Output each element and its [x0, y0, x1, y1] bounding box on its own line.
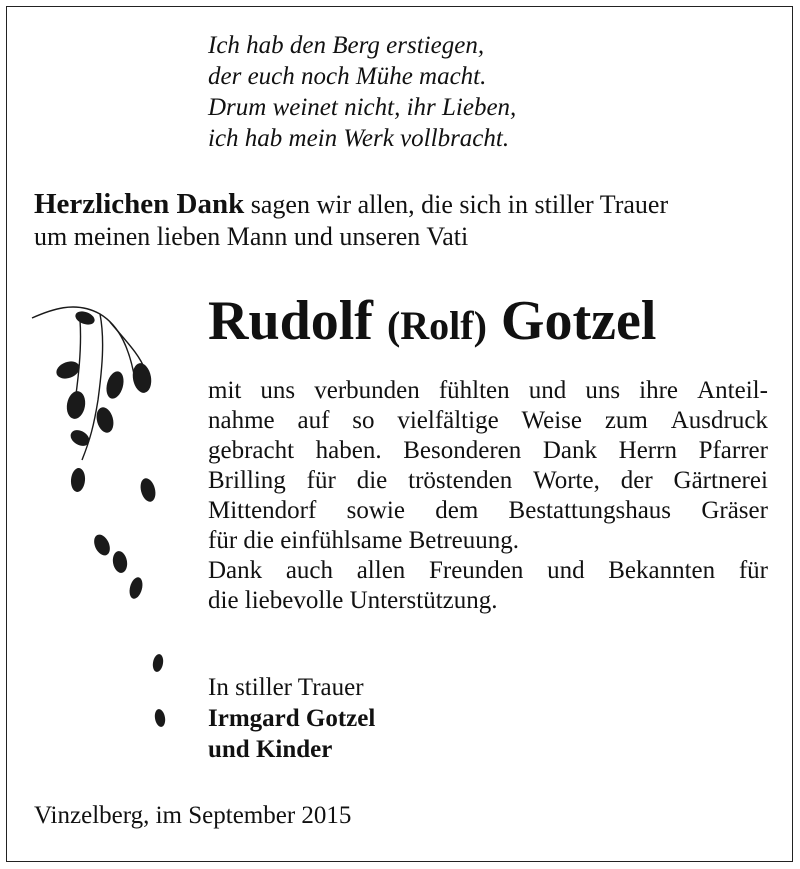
poem-line: Drum weinet nicht, ihr Lieben, — [208, 94, 517, 121]
body-line: Dank auch allen Freunden und Bekannten für — [208, 557, 768, 584]
thanks-heading: Herzlichen Dank — [34, 188, 245, 220]
signature-family: und Kinder — [208, 736, 333, 763]
signature-block — [208, 672, 375, 765]
body-line: die liebevolle Unterstützung. — [208, 587, 498, 614]
first-name: Rudolf — [208, 290, 373, 352]
body-line: Brilling für die tröstenden Worte, der Gärtnerei — [208, 467, 768, 494]
place-date: Vinzelberg, im September 2015 — [34, 802, 352, 829]
thanks-text: sagen wir allen, die sich in stiller Trauer — [244, 190, 669, 219]
deceased-name — [208, 286, 656, 361]
body-line: für die einfühlsame Betreuung. — [208, 527, 520, 554]
body-line: nahme auf so vielfältige Weise zum Ausdruck — [208, 407, 768, 434]
thanks-body — [208, 376, 768, 616]
poem — [208, 30, 516, 154]
poem-line: ich hab mein Werk vollbracht. — [208, 125, 510, 152]
body-line: mit uns verbunden fühlten und uns ihre Anteil- — [208, 377, 768, 404]
body-line: Mittendorf sowie dem Bestattungshaus Gräser — [208, 497, 768, 524]
poem-line: Ich hab den Berg erstiegen, — [208, 32, 485, 59]
birch-branch-illustration — [30, 300, 170, 760]
poem-line: der euch noch Mühe macht. — [208, 63, 487, 90]
thanks-text-line2: um meinen lieben Mann und unseren Vati — [34, 222, 469, 251]
signature-name: Irmgard Gotzel — [208, 705, 376, 732]
signature-intro: In stiller Trauer — [208, 674, 364, 701]
thanks-intro — [34, 188, 774, 253]
nickname: (Rolf) — [386, 303, 487, 348]
last-name: Gotzel — [500, 290, 657, 352]
body-line: gebracht haben. Besonderen Dank Herrn Pfarrer — [208, 437, 768, 464]
